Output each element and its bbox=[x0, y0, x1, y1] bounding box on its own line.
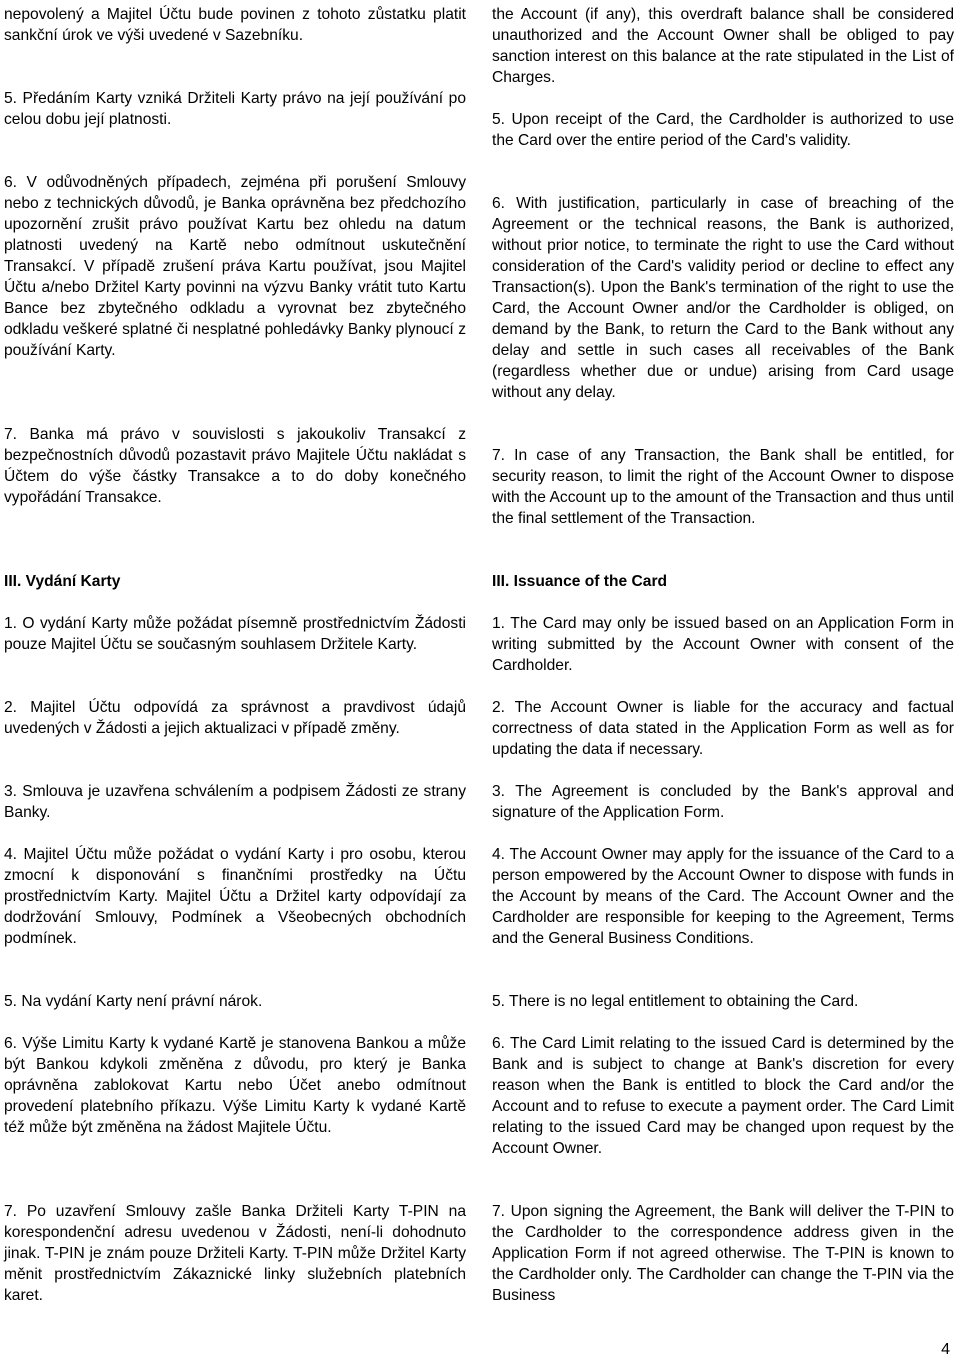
czech-section-item-4: 4. Majitel Účtu může požádat o vydání Karty i pro osobu, kterou zmocní k disponování s finančními prostředky na Účtu prostřednictvím Karty. Majitel Účtu a Držitel karty odpovídají za dodržování Smlouvy, Podmínek a Všeobecných obchodních podmínek. bbox=[4, 846, 466, 947]
english-para-4-continued: the Account (if any), this overdraft balance shall be considered unauthorized and the Account Owner shall be obliged to pay sanction interest on this balance at the rate stipulated in the List of Charges. bbox=[492, 6, 954, 86]
english-section-item-3: 3. The Agreement is concluded by the Bank's approval and signature of the Application Form. bbox=[492, 783, 954, 821]
czech-section-item-2: 2. Majitel Účtu odpovídá za správnost a pravdivost údajů uvedených v Žádosti a jejich aktualizaci v případě změny. bbox=[4, 699, 466, 737]
english-section-item-6: 6. The Card Limit relating to the issued Card is determined by the Bank and is subject to change at Bank's discretion for every reason when the Bank is entitled to block the Card and/or the Account and to refuse to execute a payment order. The Card Limit relating to the issued Card may be changed upon request by the Account Owner. bbox=[492, 1035, 954, 1157]
czech-section-item-7: 7. Po uzavření Smlouvy zašle Banka Držiteli Karty T-PIN na korespondenční adresu uvedenou v Žádosti, není-li dohodnuto jinak. T-PIN je znám pouze Držiteli Karty. T-PIN může Držitel Karty měnit prostřednictvím Zákaznické linky služebních platebních karet. bbox=[4, 1203, 466, 1304]
english-section-item-2: 2. The Account Owner is liable for the accuracy and factual correctness of data stated in the Application Form as well as for updating the data if necessary. bbox=[492, 699, 954, 758]
czech-section-item-1: 1. O vydání Karty může požádat písemně prostřednictvím Žádosti pouze Majitel Účtu se současným souhlasem Držitele Karty. bbox=[4, 615, 466, 653]
english-section-item-7: 7. Upon signing the Agreement, the Bank will deliver the T-PIN to the Cardholder to the correspondence address given in the Application Form if not agreed otherwise. The T-PIN is known to the Cardholder only. The Cardholder can change the T-PIN via the Business bbox=[492, 1203, 954, 1304]
english-section-item-5: 5. There is no legal entitlement to obtaining the Card. bbox=[492, 993, 859, 1010]
czech-section-item-6: 6. Výše Limitu Karty k vydané Kartě je stanovena Bankou a může být Bankou kdykoli změněna z důvodu, pro který je Banka oprávněna zablokovat Kartu nebo Účet anebo odmítnout provedení platebního příkazu. Výše Limitu Karty k vydané Kartě též může být změněna na žádost Majitele Účtu. bbox=[4, 1035, 466, 1136]
english-section-item-4: 4. The Account Owner may apply for the issuance of the Card to a person empowered by the Account Owner to dispose with funds in the Account by means of the Card. The Account Owner and the Cardholder are responsible for keeping to the Agreement, Terms and the General Business Conditions. bbox=[492, 846, 954, 947]
czech-para-7: 7. Banka má právo v souvislosti s jakoukoliv Transakcí z bezpečnostních důvodů pozastavit právo Majitele Účtu nakládat s Účtem do výše částky Transakce a to do doby konečného vypořádání Transakce. bbox=[4, 426, 466, 506]
page-number: 4 bbox=[941, 1341, 950, 1358]
czech-para-6: 6. V odůvodněných případech, zejména při porušení Smlouvy nebo z technických důvodů, je Banka oprávněna bez předchozího upozornění zrušit právo používat Kartu bez ohledu na datum platnosti uvedený na Kartě nebo odmítnout uskutečnění Transakcí. V případě zrušení práva Kartu používat, jsou Majitel Účtu a/nebo Držitel Karty povinni na výzvu Banky vrátit tuto Kartu Bance bez zbytečného odkladu a vyrovnat bez zbytečného odkladu veškeré splatné či nesplatné pohledávky Banky plynoucí z používání Karty. bbox=[4, 174, 466, 359]
czech-section-item-3: 3. Smlouva je uzavřena schválením a podpisem Žádosti ze strany Banky. bbox=[4, 783, 466, 821]
english-section-item-1: 1. The Card may only be issued based on an Application Form in writing submitted by the Account Owner with consent of the Cardholder. bbox=[492, 615, 954, 674]
czech-para-5: 5. Předáním Karty vzniká Držiteli Karty právo na její používání po celou dobu její platnosti. bbox=[4, 90, 466, 128]
english-para-7: 7. In case of any Transaction, the Bank shall be entitled, for security reason, to limit the right of the Account Owner to dispose with the Account up to the amount of the Transaction and thus until the final settlement of the Transaction. bbox=[492, 447, 954, 527]
czech-para-4-continued: nepovolený a Majitel Účtu bude povinen z tohoto zůstatku platit sankční úrok ve výši uvedené v Sazebníku. bbox=[4, 6, 466, 44]
english-para-5: 5. Upon receipt of the Card, the Cardholder is authorized to use the Card over the entire period of the Card's validity. bbox=[492, 111, 954, 149]
czech-column bbox=[4, 4, 466, 1306]
english-section-heading: III. Issuance of the Card bbox=[492, 573, 668, 590]
english-column bbox=[492, 4, 954, 1306]
czech-section-heading: III. Vydání Karty bbox=[4, 573, 121, 590]
english-para-6: 6. With justification, particularly in case of breaching of the Agreement or the technical reasons, the Bank is authorized, without prior notice, to terminate the right to use the Card without consideration of the Card's validity period or decline to effect any Transaction(s). Upon the Bank's termination of the right to use the Card, the Account Owner and/or the Cardholder is obliged, on demand by the Bank, to return the Card to the Bank without any delay and settle in such cases all receivables of the Bank (regardless whether due or undue) arising from Card usage without any delay. bbox=[492, 195, 954, 401]
czech-section-item-5: 5. Na vydání Karty není právní nárok. bbox=[4, 993, 263, 1010]
